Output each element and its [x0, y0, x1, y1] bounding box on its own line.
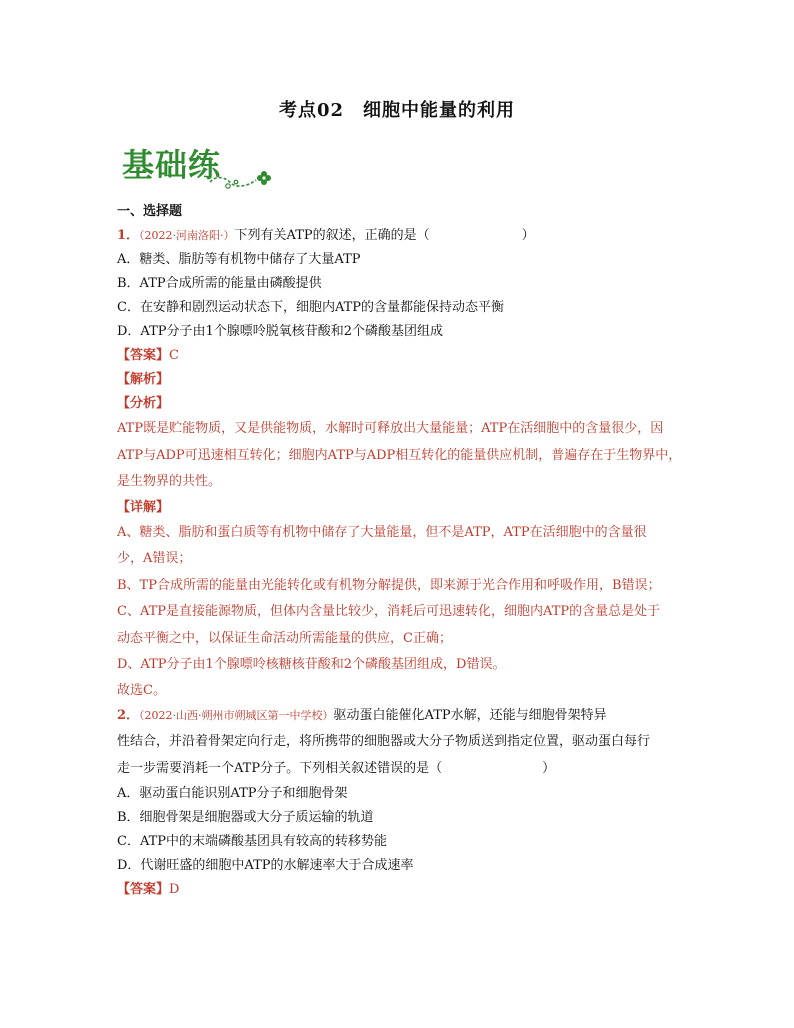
detail-line: B、TP合成所需的能量由光能转化或有机物分解提供，即来源于光合作用和呼吸作用，B错误；: [117, 577, 661, 593]
question-2-stem: [117, 703, 677, 730]
analysis-line: ATP既是贮能物质，又是供能物质，水解时可释放出大量能量；ATP在活细胞中的含量很少，因: [117, 421, 664, 436]
answer-label: 【答案】: [117, 348, 170, 363]
option-d: D．代谢旺盛的细胞中ATP的水解速率大于合成速率: [117, 858, 414, 873]
answer-line: [117, 878, 677, 902]
question-text-line: 性结合，并沿着骨架定向行走，将所携带的细胞器或大分子物质送到指定位置，驱动蛋白每行: [117, 734, 651, 749]
detail-line: A、糖类、脂肪和蛋白质等有机物中储存了大量能量，但不是ATP，ATP在活细胞中的含量很: [117, 524, 647, 540]
question-1-stem: [117, 224, 677, 248]
answer-value: D: [169, 882, 180, 897]
answer-line: [117, 344, 677, 368]
answer-label: 【答案】: [117, 882, 170, 897]
option-a: A．糖类、脂肪等有机物中储存了大量ATP: [117, 252, 361, 267]
question-number: 1．: [117, 228, 140, 243]
question-close-paren: ）: [521, 228, 535, 243]
answer-value: C: [169, 348, 179, 363]
question-close-paren: ）: [542, 760, 556, 776]
analysis-line: ATP与ADP可迅速相互转化；细胞内ATP与ADP相互转化的能量供应机制，普遍存在于生物界中，: [117, 447, 682, 463]
jiexi-label: 【解析】: [117, 372, 170, 387]
option-a: A．驱动蛋白能识别ATP分子和细胞骨架: [117, 786, 348, 801]
vine-decoration-icon: [118, 138, 278, 194]
question-source: （2022·山西·朔州市朔城区第一中学校）: [139, 708, 334, 722]
question-text: 驱动蛋白能催化ATP水解，还能与细胞骨架特异: [333, 707, 607, 723]
question-content: [117, 200, 682, 902]
question-text-line: [117, 756, 677, 783]
section-banner: [118, 138, 278, 194]
option-c: C．ATP中的末端磷酸基团具有较高的转移势能: [117, 834, 388, 849]
detail-line: 少，A错误；: [117, 551, 192, 566]
conclusion-line: 故选C。: [117, 682, 166, 698]
question-source: （2022·河南洛阳·）: [139, 229, 235, 242]
option-c: C．在安静和剧烈运动状态下，细胞内ATP的含量都能保持动态平衡: [117, 300, 505, 315]
option-b: B．ATP合成所需的能量由磷酸提供: [117, 276, 322, 291]
page-title: 考点02 细胞中能量的利用: [278, 100, 516, 121]
detail-line: D、ATP分子由1个腺嘌呤核糖核苷酸和2个磷酸基团组成，D错误。: [117, 657, 506, 672]
question-number: 2．: [117, 707, 140, 723]
section-heading: 一、选择题: [117, 204, 183, 219]
question-text: 走一步需要消耗一个ATP分子。下列相关叙述错误的是（: [117, 760, 443, 776]
analysis-line: 是生物界的共性。: [117, 474, 222, 489]
xiangjie-label: 【详解】: [117, 499, 170, 515]
banner-title: 基础练: [122, 146, 222, 184]
option-b: B．细胞骨架是细胞器或大分子质运输的轨道: [117, 810, 374, 825]
fenxi-label: 【分析】: [117, 396, 170, 411]
question-text: 下列有关ATP的叙述，正确的是（: [234, 228, 430, 243]
detail-line: 动态平衡之中，以保证生命活动所需能量的供应，C正确；: [117, 630, 452, 646]
option-d: D．ATP分子由1个腺嘌呤脱氧核苷酸和2个磷酸基团组成: [117, 324, 444, 339]
detail-line: C、ATP是直接能源物质，但体内含量比较少，消耗后可迅速转化，细胞内ATP的含量总是处于: [117, 604, 661, 619]
